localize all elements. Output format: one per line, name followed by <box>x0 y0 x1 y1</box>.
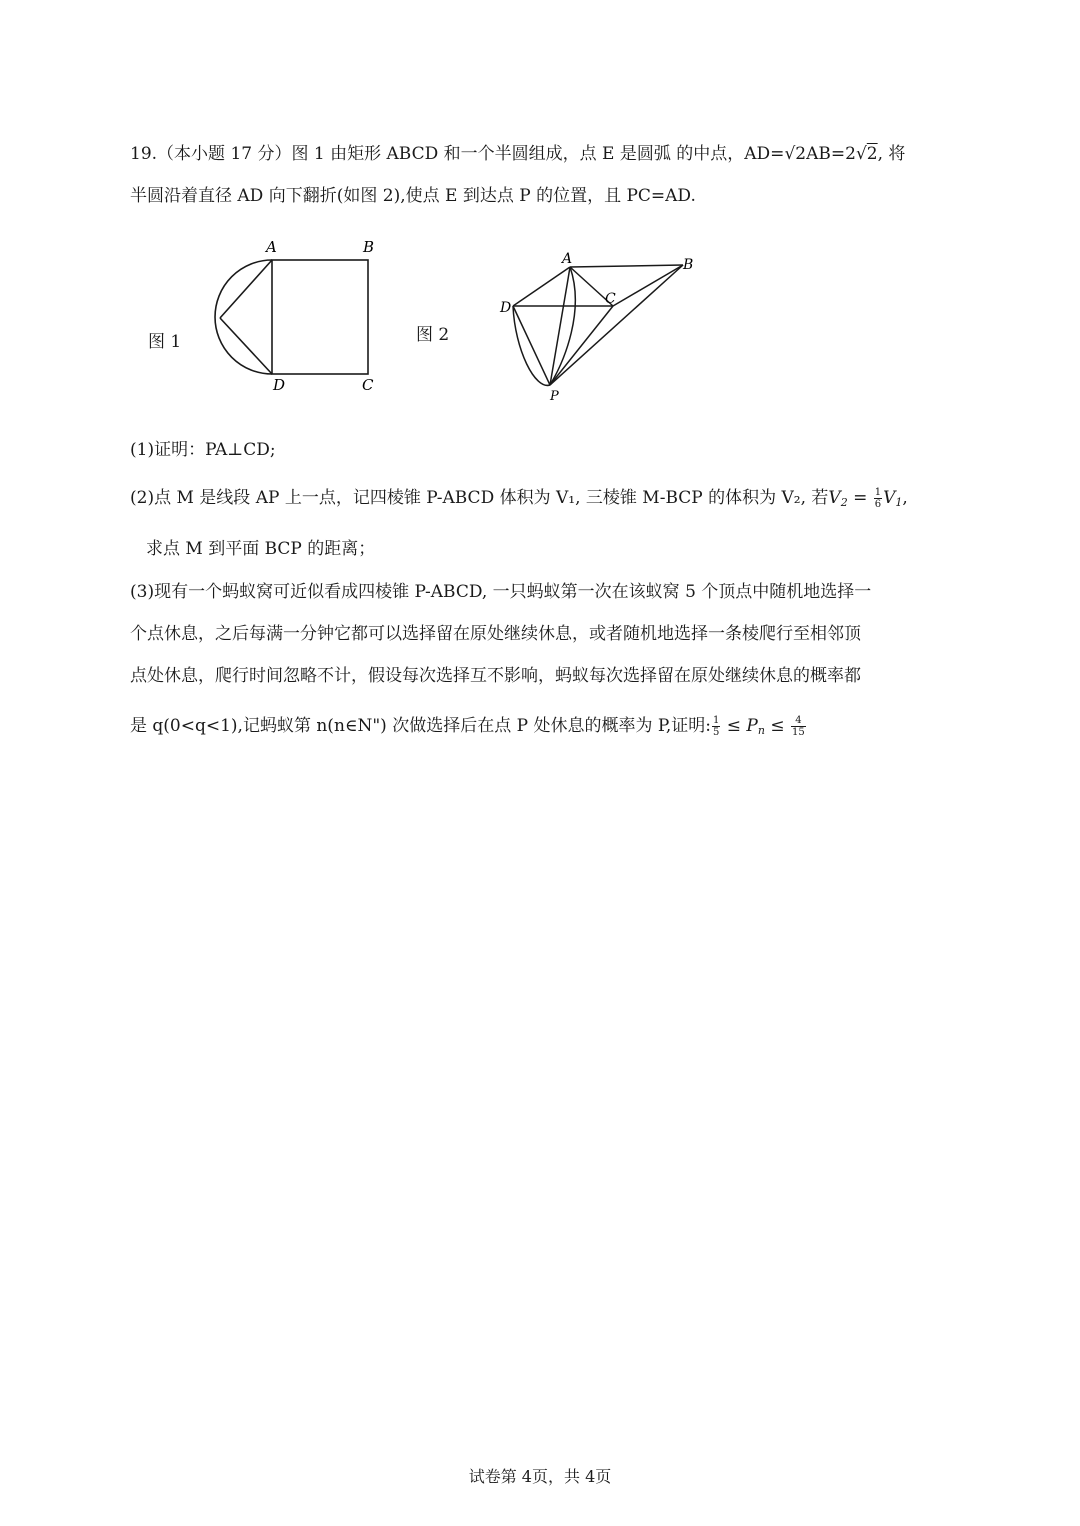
semicircle-arc <box>215 260 272 374</box>
rect-abcd <box>272 260 368 374</box>
var-v2: $V_2$ <box>828 488 848 509</box>
var-pn: $P_n$ <box>746 716 765 737</box>
part-3-line-4 <box>130 714 952 743</box>
fraction-one-fifth: $\frac{1}{5}$ <box>712 715 720 738</box>
problem-text-1c: , 将 <box>877 144 906 164</box>
part-2-line-2: 求点 M 到平面 BCP 的距离； <box>146 539 376 559</box>
problem-points: （本小题 17 分） <box>157 144 292 164</box>
sqrt-two-b: √2 <box>855 144 878 164</box>
fig1-label-c: C <box>362 376 374 394</box>
arc-ap <box>550 267 575 385</box>
part-3-line-2: 个点休息，之后每满一分钟它都可以选择留在原处继续休息，或者随机地选择一条棱爬行至相邻顶 <box>130 624 861 644</box>
part-3-line-1: (3)现有一个蚂蚁窝可近似看成四棱锥 P-ABCD, 一只蚂蚁第一次在该蚁窝 5 个顶点中随机地选择一 <box>130 582 872 602</box>
fig2-label-p: P <box>550 389 559 404</box>
part-2-line-1: (2)点 M 是线段 AP 上一点，记四棱锥 P-ABCD 体积为 V₁, 三棱锥 M-BCP 的体积为 V₂, 若$V_2$ = $\frac{1}{6}$ $V_1$, <box>130 487 908 510</box>
var-v1: $V_1$ <box>883 488 903 509</box>
part-2-text: (2)点 M 是线段 AP 上一点，记四棱锥 P-ABCD 体积为 V₁, 三棱锥 M-BCP 的体积为 V₂, 若 <box>130 488 829 508</box>
fig2-label-b: B <box>683 257 694 273</box>
edge-bc <box>613 265 683 306</box>
edge-cp <box>550 306 613 385</box>
part-1: (1)证明：PA⊥CD; <box>130 440 276 460</box>
problem-line-2: 半圆沿着直径 AD 向下翻折(如图 2),使点 E 到达点 P 的位置，且 PC=AD. <box>130 186 696 206</box>
edge-ab <box>570 265 683 267</box>
problem-number: 19. <box>130 144 158 164</box>
fig1-label-a: A <box>266 238 277 256</box>
edge-ad <box>513 267 570 306</box>
part-3-text: 是 q(0<q<1),记蚂蚁第 n(n∈N") 次做选择后在点 P 处休息的概率为 P,证明: <box>130 716 711 736</box>
part-3-line-3: 点处休息，爬行时间忽略不计，假设每次选择互不影响，蚂蚁每次选择留在原处继续休息的概率都 <box>130 666 861 686</box>
leq-sign-2: ≤ <box>770 716 785 736</box>
figure-2-caption: 图 2 <box>416 325 450 345</box>
problem-text-1: 图 1 由矩形 ABCD 和一个半圆组成，点 E 是圆弧 的中点，AD= <box>291 144 785 164</box>
problem-line-1 <box>130 142 952 166</box>
fig2-label-c: C <box>605 291 616 307</box>
fig1-label-d: D <box>273 376 286 394</box>
problem-text-1b: AB=2 <box>806 144 856 164</box>
fraction-one-sixth: $\frac{1}{6}$ <box>874 487 882 510</box>
page-footer: 试卷第 4页，共 4页 <box>468 1467 612 1486</box>
fig2-label-a: A <box>562 251 573 267</box>
fraction-four-fifteenths: $\frac{4}{15}$ <box>792 715 805 738</box>
sqrt-two: √2 <box>784 144 807 164</box>
figure-2-diagram <box>495 250 705 405</box>
fig1-label-b: B <box>363 238 375 256</box>
fig2-label-d: D <box>500 300 512 316</box>
edge-bp <box>550 265 683 385</box>
segment-ae <box>220 260 272 318</box>
figure-1-caption: 图 1 <box>148 332 182 352</box>
equals-sign: = <box>853 488 868 508</box>
figure-1-diagram <box>200 230 400 400</box>
leq-sign-1: ≤ <box>726 716 742 736</box>
segment-de <box>220 318 272 374</box>
